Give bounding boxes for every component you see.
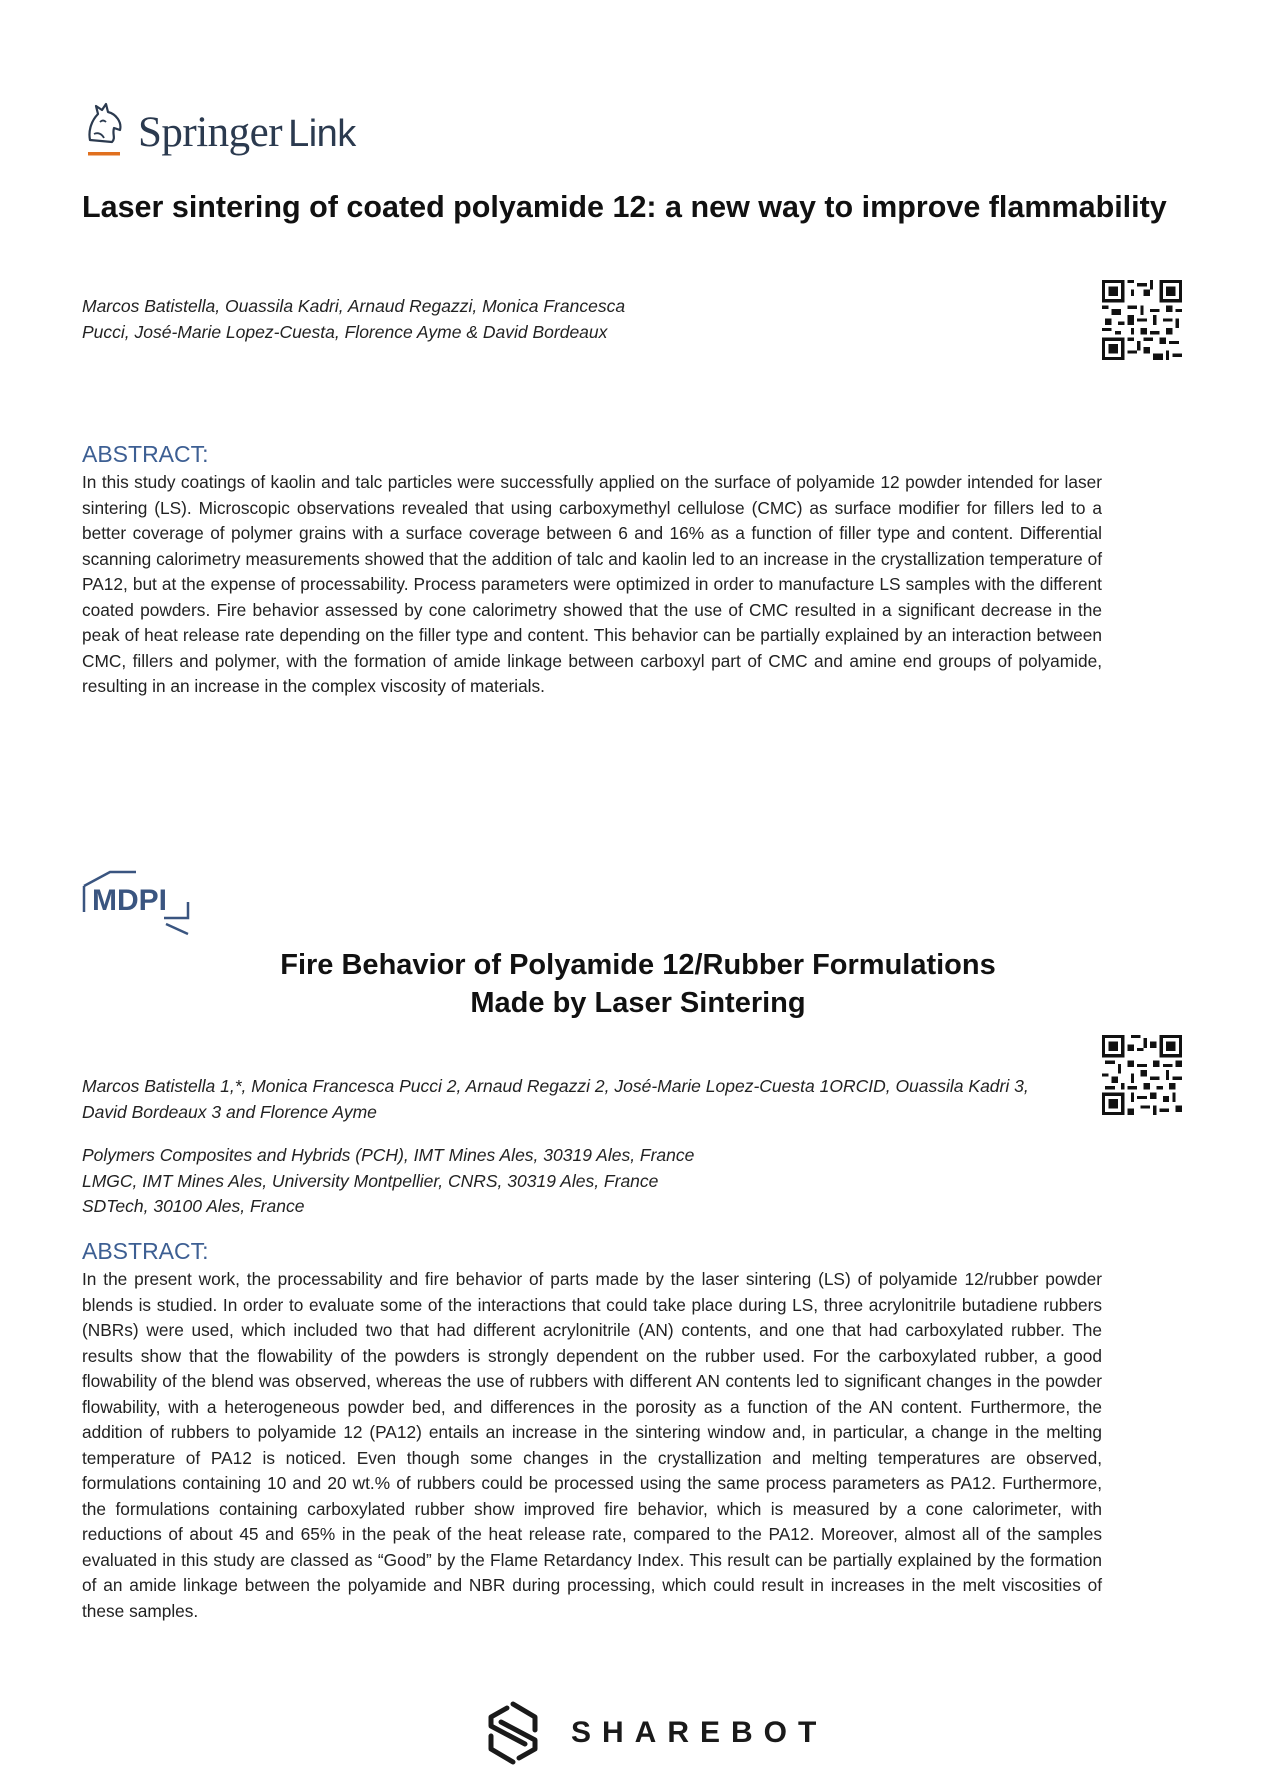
affiliation: LMGC, IMT Mines Ales, University Montpellier, CNRS, 30319 Ales, France [82, 1170, 659, 1191]
article2-title-line2: Made by Laser Sintering [470, 987, 806, 1019]
qr-code-icon [1102, 1035, 1182, 1115]
mdpi-wordmark: MDPI [92, 884, 167, 917]
article1-abstract-heading: ABSTRACT: [82, 441, 209, 467]
article1-authors: Marcos Batistella, Ouassila Kadri, Arnaud Regazzi, Monica Francesca Pucci, José-Marie Lopez-Cuesta, Florence Ayme & David Bordeaux [82, 296, 626, 342]
affiliation: SDTech, 30100 Ales, France [82, 1196, 305, 1216]
springer-wordmark: Springer Link [138, 109, 356, 156]
article2-authors: Marcos Batistella 1,*, Monica Francesca Pucci 2, Arnaud Regazzi 2, José-Marie Lopez-Cuesta 1ORCID, Ouassila Kadri 3, David Bordeaux 3 and Florence Ayme [82, 1076, 1029, 1122]
affiliation: Polymers Composites and Hybrids (PCH), IMT Mines Ales, 30319 Ales, France [82, 1145, 695, 1165]
article1-abstract: In this study coatings of kaolin and talc particles were successfully applied on the surface of polyamide 12 powder intended for laser sintering (LS). Microscopic observations revealed that using carboxymethyl cellulose (CMC) as surface modifier for fillers led to a better coverage of polymer grains with a surface coverage between 6 and 16% as a function of filler type and content. Differential scanning calorimetry measurements showed that the addition of talc and kaolin led to an increase in the crystallization temperature of PA12, but at the expense of processability. Process parameters were optimized in order to manufacture LS samples with the different coated powders. Fire behavior assessed by cone calorimetry showed that the use of CMC resulted in a significant decrease in the peak of heat release rate depending on the filler type and content. This behavior can be partially explained by an interaction between CMC, fillers and polymer, with the formation of amide linkage between carboxyl part of CMC and amine end groups of polyamide, resulting in an increase in the complex viscosity of materials. [82, 472, 1102, 696]
sharebot-wordmark: SHAREBOT [571, 1716, 828, 1749]
article2-abstract: In the present work, the processability and fire behavior of parts made by the laser sintering (LS) of polyamide 12/rubber powder blends is studied. In order to evaluate some of the interactions that could take place during LS, three acrylonitrile butadiene rubbers (NBRs) were used, which included two that had different acrylonitrile (AN) contents, and one that had carboxylated rubber. The results show that the flowability of the powders is strongly dependent on the rubber used. For the carboxylated rubber, a good flowability of the blend was observed, whereas the use of rubbers with different AN contents led to significant changes in the powder flowability, with a heterogeneous powder bed, and differences in the porosity as a function of the AN content. Furthermore, the addition of rubbers to polyamide 12 (PA12) entails an increase in the sintering window and, in particular, a change in the melting temperature of PA12 is noticed. Even though some changes in the crystallization and melting temperatures are observed, formulations containing 10 and 20 wt.% of rubbers could be processed using the same process parameters as PA12. Furthermore, the formulations containing carboxylated rubber show improved fire behavior, which is measured by a cone calorimeter, with reductions of about 45 and 65% in the peak of the heat release rate, compared to the PA12. Moreover, almost all of the samples evaluated in this study are classed as “Good” by the Flame Retardancy Index. This result can be partially explained by the formation of an amide linkage between the polyamide and NBR during processing, which could result in increases in the melt viscosities of these samples. [82, 1269, 1102, 1621]
qr-code-icon [1102, 280, 1182, 360]
article2-title [150, 946, 1126, 1022]
springer-horse-icon [82, 100, 126, 160]
springer-link-logo [82, 100, 356, 160]
sharebot-logo [485, 1698, 827, 1768]
article2-abstract-heading: ABSTRACT: [82, 1238, 209, 1264]
sharebot-hexagon-icon [485, 1700, 541, 1766]
article2-title-line1: Fire Behavior of Polyamide 12/Rubber Formulations [280, 949, 996, 981]
article1-title: Laser sintering of coated polyamide 12: a new way to improve flammability [82, 190, 1167, 224]
article2-affiliations [82, 1143, 1042, 1220]
mdpi-logo [80, 868, 192, 936]
